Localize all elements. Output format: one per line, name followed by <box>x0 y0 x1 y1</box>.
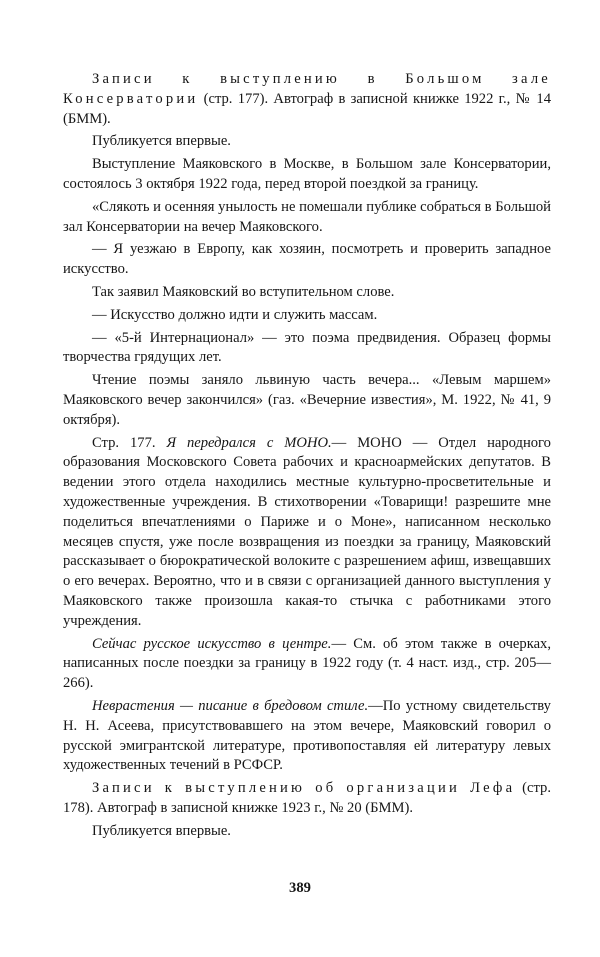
note-lemma: Неврастения — писание в бредовом стиле. <box>92 697 369 714</box>
quote-paragraph: — Искусство должно идти и служить массам. <box>92 306 378 323</box>
note-text: — МОНО — Отдел народного образования Московского Совета рабочих и красноармейских депутатов. В ведении этого отдела находились местные культурно-просветительные и художественные учреждения. В стихотворении «Товарищи! разрешите мне поделиться впечатлениями о Париже и о Моне», написанном несколько месяцев спустя, уже после возвращения из поездки за границу, Маяковский рассказывает о бюрократической волоките с разрешением афиш, извещавших о его вечерах. Вероятно, что и в связи с организацией данного выступления у Маяковского также произошла какая-то стычка с работниками этого учреждения. <box>63 434 551 629</box>
quote-paragraph: «Слякоть и осенняя унылость не помешали публике собраться в Большой зал Консерватории на вечер Маяковского. <box>63 198 551 235</box>
quote-paragraph: — «5-й Интернационал» — это поэма предвидения. Образец формы творчества грядущих лет. <box>63 329 551 366</box>
section-heading-konservatoriya <box>63 70 551 129</box>
event-paragraph: Выступление Маяковского в Москве, в Большом зале Консерватории, состоялось 3 октября 1922 года, перед второй поездкой за границу. <box>63 156 551 192</box>
section-heading-lef <box>63 779 551 819</box>
note-text: — См. об этом также в очерках, написанных после поездки за границу в 1922 году (т. 4 наст. изд., стр. 205—266). <box>63 635 551 692</box>
publication-note: Публикуется впервые. <box>92 133 231 150</box>
section-title: Записи к выступлению в Большом зале Консерватории <box>63 71 551 107</box>
section-title: Записи к выступлению об организации Лефа <box>92 780 516 797</box>
section-source: (стр. 178). Автограф в записной книжке 1923 г., № 20 (БММ). <box>63 780 551 816</box>
publication-note: Публикуется впервые. <box>92 822 231 839</box>
section-source: (стр. 177). Автограф в записной книжке 1922 г., № 14 (БММ). <box>63 90 551 127</box>
page-body <box>63 70 551 844</box>
quote-paragraph: — Я уезжаю в Европу, как хозяин, посмотреть и проверить западное искусство. <box>63 241 551 278</box>
note-text: —По устному свидетельству Н. Н. Асеева, присутствовавшего на этом вечере, Маяковский говорил о русской эмигрантской литературе, противопоставляя ей литературу левых художественных течений в РСФСР. <box>63 697 551 774</box>
quote-paragraph: Так заявил Маяковский во вступительном слове. <box>92 283 395 300</box>
note-neurasthenia <box>63 697 551 776</box>
note-mono <box>63 434 551 632</box>
note-russian-art <box>63 635 551 694</box>
page-number: 389 <box>289 880 311 896</box>
note-page-ref: Стр. 177. <box>92 434 167 451</box>
note-lemma: Сейчас русское искусство в центре. <box>92 635 332 652</box>
note-lemma: Я передрался с МОНО. <box>166 434 332 451</box>
quote-paragraph: Чтение поэмы заняло львиную часть вечера... «Левым маршем» Маяковского вечер закончился» (газ. «Вечерние известия», М. 1922, № 41, 9 октября). <box>63 372 551 428</box>
